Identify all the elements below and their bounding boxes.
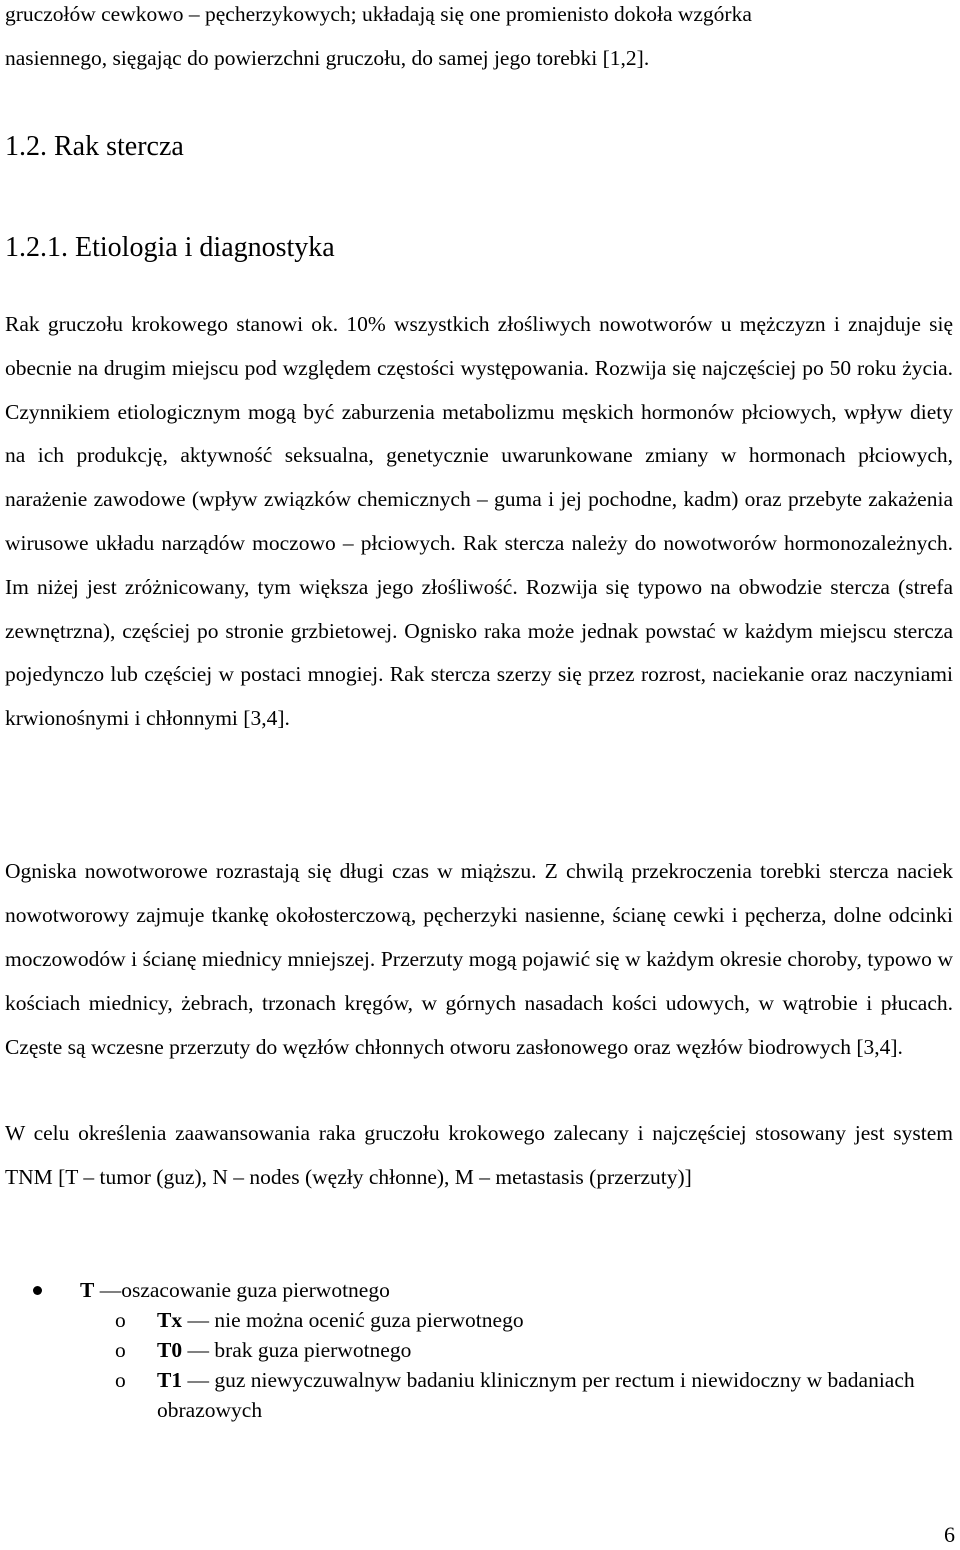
bullet-icon: [33, 1286, 42, 1295]
list-item-term: T0: [157, 1338, 183, 1362]
list-item-text: — brak guza pierwotnego: [187, 1338, 412, 1362]
intro-line-2: nasiennego, sięgając do powierzchni gruczołu, do samej jego torebki [1,2].: [5, 46, 650, 70]
list-item-text: —oszacowanie guza pierwotnego: [99, 1278, 390, 1302]
tnm-list: [5, 1275, 955, 1425]
sub-bullet-icon: o: [115, 1368, 126, 1392]
list-item-term: Tx: [157, 1308, 183, 1332]
paragraph-spread: Ogniska nowotworowe rozrastają się długi czas w miąższu. Z chwilą przekroczenia torebki stercza naciek nowotworowy zajmuje tkankę okołosterczową, pęcherzyki nasienne, ścianę cewki i pęcherza, dolne odcinki moczowodów i ścianę miednicy mniejszej. Przerzuty mogą pojawić się w każdym okresie choroby, typowo w kościach miednicy, żebrach, trzonach kręgów, w górnych nasadach kości udowych, w wątrobie i płucach. Częste są wczesne przerzuty do węzłów chłonnych otworu zasłonowego oraz węzłów biodrowych [3,4].: [5, 859, 953, 1059]
list-item-t1: [5, 1365, 955, 1425]
section-heading: 1.2. Rak stercza: [5, 131, 184, 162]
sub-bullet-icon: o: [115, 1308, 126, 1332]
subsection-heading: 1.2.1. Etiologia i diagnostyka: [5, 232, 335, 263]
paragraph-tnm: W celu określenia zaawansowania raka gruczołu krokowego zalecany i najczęściej stosowany jest system TNM [T – tumor (guz), N – nodes (węzły chłonne), M – metastasis (przerzuty)]: [5, 1121, 953, 1189]
list-item-text: — guz niewyczuwalnyw badaniu klinicznym per rectum i niewidoczny w badaniach obrazowych: [157, 1368, 915, 1422]
sub-bullet-icon: o: [115, 1338, 126, 1362]
page-number: 6: [944, 1522, 955, 1547]
paragraph-etiology: Rak gruczołu krokowego stanowi ok. 10% wszystkich złośliwych nowotworów u mężczyzn i znajduje się obecnie na drugim miejscu pod względem częstości występowania. Rozwija się najczęściej po 50 roku życia. Czynnikiem etiologicznym mogą być zaburzenia metabolizmu męskich hormonów płciowych, wpływ diety na ich produkcję, aktywność seksualna, genetycznie uwarunkowane zmiany w hormonach płciowych, narażenie zawodowe (wpływ związków chemicznych – guma i jej pochodne, kadm) oraz przebyte zakażenia wirusowe układu narządów moczowo – płciowych. Rak stercza należy do nowotworów hormonozależnych. Im niżej jest zróżnicowany, tym większa jego złośliwość. Rozwija się typowo na obwodzie stercza (strefa zewnętrzna), częściej po stronie grzbietowej. Ognisko raka może jednak powstać w każdym miejscu stercza pojedynczo lub częściej w postaci mnogiej. Rak stercza szerzy się przez rozrost, naciekanie oraz naczyniami krwionośnymi i chłonnymi [3,4].: [5, 312, 953, 731]
list-item-term: T: [80, 1278, 95, 1302]
list-item-t: [5, 1275, 955, 1305]
list-item-text: — nie można ocenić guza pierwotnego: [187, 1308, 524, 1332]
list-item-term: T1: [157, 1368, 183, 1392]
list-item-t0: [5, 1335, 955, 1365]
intro-line-1: gruczołów cewkowo – pęcherzykowych; układają się one promienisto dokoła wzgórka: [5, 2, 752, 26]
list-item-tx: [5, 1305, 955, 1335]
